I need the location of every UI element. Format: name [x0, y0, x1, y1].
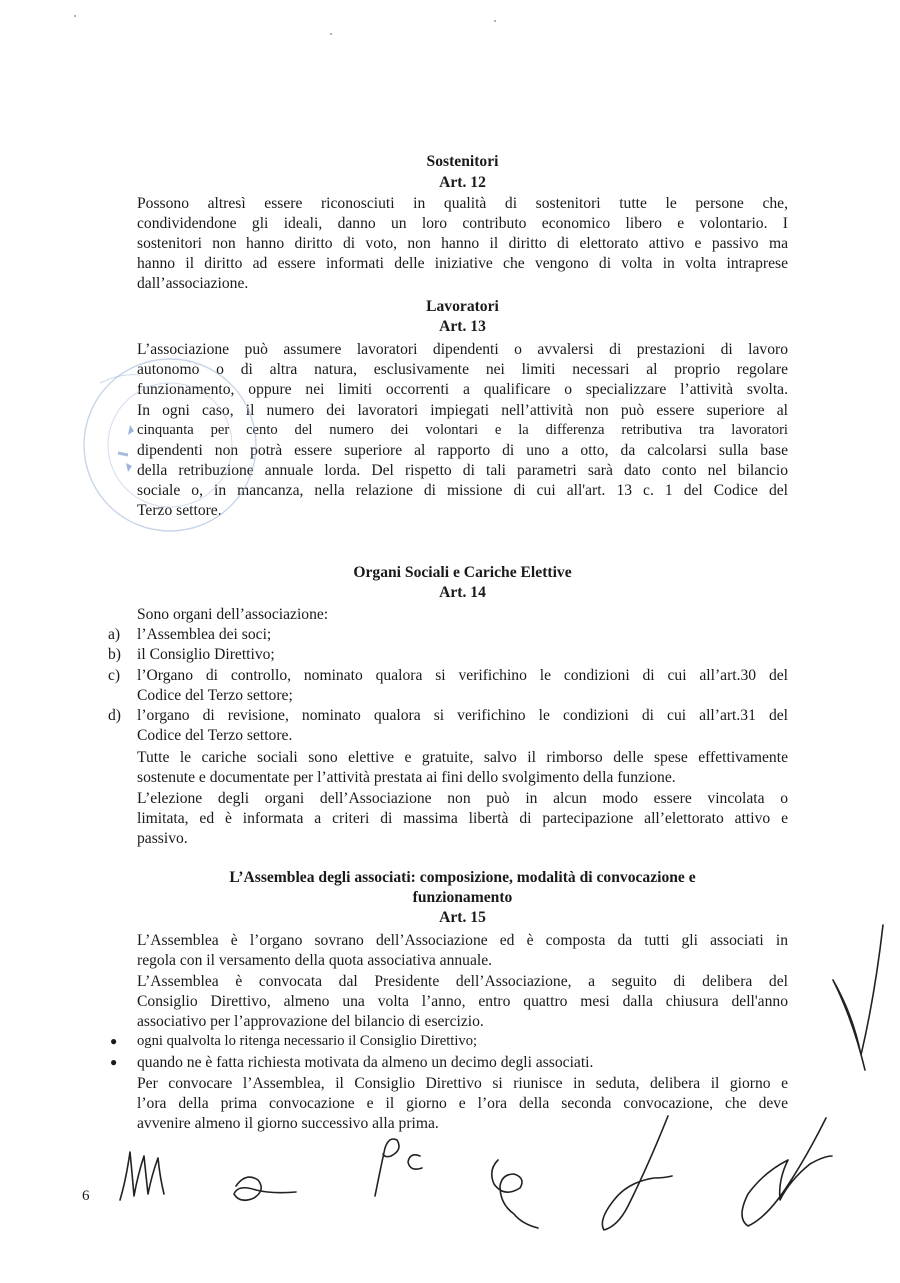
- paragraph-line: funzionamento, oppure nei limiti occorrenti a qualificare o specializzare l’attività svolta.: [137, 381, 788, 398]
- paragraph-line: limitata, ed è informata a criteri di massima libertà di partecipazione all’elettorato attivo e: [137, 810, 788, 827]
- section-title-assemblea: L’Assemblea degli associati: composizione, modalità di convocazione e: [229, 869, 696, 886]
- list-item: l’Assemblea dei soci;: [137, 626, 272, 643]
- scan-speck: [494, 20, 496, 22]
- paragraph-line: L’Assemblea è l’organo sovrano dell’Associazione ed è composta da tutti gli associati in: [137, 932, 788, 949]
- list-item: Codice del Terzo settore.: [137, 727, 293, 744]
- list-marker: b): [108, 646, 121, 663]
- paragraph-line: della retribuzione annuale lorda. Del rispetto di tali parametri sarà dato conto nel bilancio: [137, 462, 788, 479]
- scan-speck: [330, 33, 332, 35]
- paragraph-line: cinquanta per cento del numero dei volontari e la differenza retributiva tra lavoratori: [137, 422, 788, 438]
- article-number-14: Art. 14: [439, 584, 486, 601]
- paragraph-line: Tutte le cariche sociali sono elettive e gratuite, salvo il rimborso delle spese effettivamente: [137, 749, 788, 766]
- list-item: il Consiglio Direttivo;: [137, 646, 275, 663]
- paragraph-line: L’Assemblea è convocata dal Presidente dell’Associazione, a seguito di delibera del: [137, 973, 788, 990]
- paragraph-line: autonomo o di altra natura, esclusivamente nei limiti necessari al proprio regolare: [137, 361, 788, 378]
- paragraph-line: hanno il diritto ad essere informati delle iniziative che vengono di volta in volta intraprese: [137, 255, 788, 272]
- paragraph-line: dipendenti non potrà essere superiore al rapporto di uno a otto, da calcolarsi sulla base: [137, 442, 788, 459]
- list-marker: d): [108, 707, 121, 724]
- section-title-sostenitori: Sostenitori: [426, 153, 499, 170]
- paragraph-line: passivo.: [137, 830, 188, 847]
- section-title-assemblea-cont: funzionamento: [412, 889, 513, 906]
- page-number: 6: [82, 1188, 90, 1204]
- article-number-13: Art. 13: [439, 318, 486, 335]
- article-number-12: Art. 12: [439, 174, 486, 191]
- list-marker: c): [108, 667, 121, 684]
- list-item: l’Organo di controllo, nominato qualora si verifichino le condizioni di cui all’art.30 del: [137, 667, 788, 684]
- paragraph-line: Possono altresì essere riconosciuti in qualità di sostenitori tutte le persone che,: [137, 195, 788, 212]
- paragraph-line: avvenire almeno il giorno successivo alla prima.: [137, 1115, 439, 1132]
- section-title-organi-sociali: Organi Sociali e Cariche Elettive: [353, 564, 572, 581]
- paragraph-line: sostenute e documentate per l’attività prestata ai fini dello svolgimento della funzione.: [137, 769, 676, 786]
- list-item: Codice del Terzo settore;: [137, 687, 293, 704]
- paragraph-line: dall’associazione.: [137, 275, 249, 292]
- bullet-icon: ●: [110, 1034, 118, 1048]
- paragraph-line: L’associazione può assumere lavoratori dipendenti o avvalersi di prestazioni di lavoro: [137, 341, 788, 358]
- stamp-icon: [70, 345, 260, 545]
- paragraph-line: regola con il versamento della quota associativa annuale.: [137, 952, 493, 969]
- bullet-icon: ●: [110, 1055, 118, 1069]
- paragraph-line: L’elezione degli organi dell’Associazione non può in alcun modo essere vincolata o: [137, 790, 788, 807]
- paragraph-line: sostenitori non hanno diritto di voto, non hanno il diritto di elettorato attivo e passivo ma: [137, 235, 788, 252]
- paragraph-line: Per convocare l’Assemblea, il Consiglio Direttivo si riunisce in seduta, delibera il giorno e: [137, 1075, 788, 1092]
- paragraph-line: Consiglio Direttivo, almeno una volta l’anno, entro quattro mesi dalla chiusura dell'anno: [137, 993, 788, 1010]
- bullet-item: ogni qualvolta lo ritenga necessario il Consiglio Direttivo;: [137, 1033, 478, 1049]
- paragraph-line: l’ora della prima convocazione e il giorno e l’ora della seconda convocazione, che deve: [137, 1095, 788, 1112]
- list-intro: Sono organi dell’associazione:: [137, 606, 329, 623]
- paragraph-line: In ogni caso, il numero dei lavoratori impiegati nell’attività non può essere superiore al: [137, 402, 788, 419]
- paragraph-line: condividendone gli ideali, danno un loro contributo economico libero e volontario. I: [137, 215, 788, 232]
- article-number-15: Art. 15: [439, 909, 486, 926]
- paragraph-line: sociale o, in mancanza, nella relazione di missione di cui all'art. 13 c. 1 del Codice del: [137, 482, 788, 499]
- paragraph-line: Terzo settore.: [137, 502, 222, 519]
- paragraph-line: associativo per l’approvazione del bilancio di esercizio.: [137, 1013, 484, 1030]
- scan-speck: [74, 15, 76, 17]
- section-title-lavoratori: Lavoratori: [426, 298, 499, 315]
- list-item: l’organo di revisione, nominato qualora si verifichino le condizioni di cui all’art.31 del: [137, 707, 788, 724]
- bullet-item: quando ne è fatta richiesta motivata da almeno un decimo degli associati.: [137, 1054, 594, 1071]
- list-marker: a): [108, 626, 121, 643]
